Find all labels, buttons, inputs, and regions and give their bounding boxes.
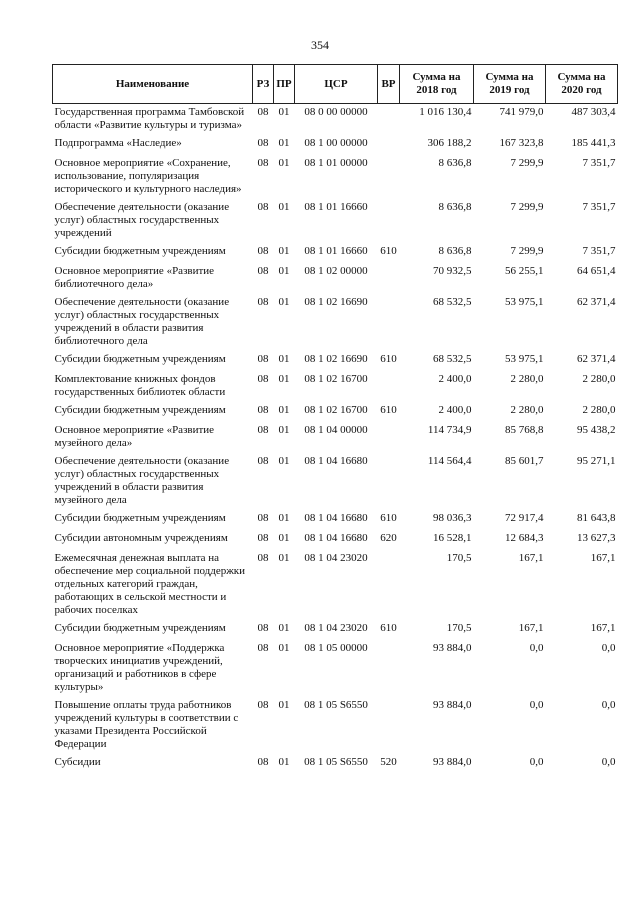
cell-pr: 01: [278, 296, 290, 308]
cell-csr: 08 1 04 16680: [304, 532, 368, 544]
header-vr: ВР: [378, 65, 400, 104]
cell-name: Субсидии бюджетным учреждениям: [54, 512, 226, 524]
cell-sum-2018: 2 400,0: [438, 404, 472, 416]
cell-sum-2019: 0,0: [529, 699, 544, 711]
cell-pr: 01: [278, 622, 290, 634]
cell-rz: 08: [257, 512, 269, 524]
table-row: [53, 530, 618, 550]
cell-name: Субсидии: [54, 756, 101, 768]
cell-vr: [378, 422, 400, 453]
table-row: [53, 453, 618, 510]
cell-sum-2018: 70 932,5: [433, 265, 472, 277]
cell-sum-2018: 170,5: [446, 552, 472, 564]
cell-sum-2018: 2 400,0: [438, 373, 472, 385]
cell-rz: 08: [257, 373, 269, 385]
cell-sum-2019: 56 255,1: [505, 265, 544, 277]
table-row: [53, 371, 618, 402]
page-number: 354: [311, 38, 329, 52]
cell-sum-2018: 8 636,8: [438, 201, 472, 213]
cell-vr: [378, 294, 400, 351]
cell-name: Государственная программа Тамбовской области «Развитие культуры и туризма»: [54, 106, 245, 131]
cell-sum-2020: 7 351,7: [582, 157, 616, 169]
cell-rz: 08: [257, 455, 269, 467]
cell-sum-2018: 16 528,1: [433, 532, 472, 544]
table-body: [53, 104, 618, 775]
cell-sum-2018: 114 564,4: [427, 455, 472, 467]
cell-name: Обеспечение деятельности (оказание услуг) областных государственных учреждений в области развития музейного дела: [54, 455, 230, 506]
cell-name: Повышение оплаты труда работников учреждений культуры в соответствии с указами Президента Российской Федерации: [54, 699, 239, 750]
cell-sum-2018: 8 636,8: [438, 157, 472, 169]
table-row: [53, 104, 618, 136]
cell-name: Субсидии бюджетным учреждениям: [54, 622, 226, 634]
cell-rz: 08: [257, 137, 269, 149]
cell-pr: 01: [278, 455, 290, 467]
cell-sum-2018: 98 036,3: [433, 512, 472, 524]
cell-sum-2019: 7 299,9: [510, 157, 544, 169]
cell-vr: 620: [380, 532, 397, 544]
cell-pr: 01: [278, 756, 290, 768]
cell-sum-2018: 170,5: [446, 622, 472, 634]
cell-csr: 08 1 04 23020: [304, 622, 368, 634]
cell-rz: 08: [257, 424, 269, 436]
cell-vr: [378, 640, 400, 697]
cell-name: Основное мероприятие «Развитие библиотечного дела»: [54, 265, 215, 290]
cell-name: Субсидии автономным учреждениям: [54, 532, 228, 544]
cell-sum-2018: 114 734,9: [427, 424, 472, 436]
cell-name: Ежемесячная денежная выплата на обеспечение мер социальной поддержки отдельных категорий граждан, работающих в сельской местности и рабочих поселках: [54, 552, 246, 616]
cell-pr: 01: [278, 353, 290, 365]
cell-name: Субсидии бюджетным учреждениям: [54, 245, 226, 257]
cell-vr: [378, 155, 400, 199]
header-name: Наименование: [53, 65, 253, 104]
table-row: [53, 243, 618, 263]
cell-csr: 08 1 02 00000: [304, 265, 368, 277]
cell-rz: 08: [257, 404, 269, 416]
cell-sum-2019: 0,0: [529, 756, 544, 768]
cell-sum-2018: 93 884,0: [433, 756, 472, 768]
cell-rz: 08: [257, 353, 269, 365]
cell-vr: [378, 263, 400, 294]
cell-sum-2020: 487 303,4: [571, 106, 616, 118]
cell-sum-2020: 167,1: [590, 552, 616, 564]
cell-sum-2020: 2 280,0: [582, 404, 616, 416]
cell-vr: 610: [380, 404, 397, 416]
cell-sum-2020: 95 438,2: [577, 424, 616, 436]
cell-vr: [378, 135, 400, 155]
cell-sum-2020: 95 271,1: [577, 455, 616, 467]
table-row: [53, 550, 618, 620]
cell-pr: 01: [278, 512, 290, 524]
cell-sum-2018: 306 188,2: [427, 137, 472, 149]
cell-csr: 08 1 04 23020: [304, 552, 368, 564]
cell-sum-2018: 1 016 130,4: [419, 106, 472, 118]
cell-pr: 01: [278, 201, 290, 213]
table-row: [53, 640, 618, 697]
cell-rz: 08: [257, 157, 269, 169]
cell-sum-2019: 85 601,7: [505, 455, 544, 467]
cell-vr: 520: [380, 756, 397, 768]
cell-csr: 08 1 04 16680: [304, 512, 368, 524]
cell-pr: 01: [278, 424, 290, 436]
table-row: [53, 351, 618, 371]
cell-csr: 08 1 01 16660: [304, 201, 368, 213]
cell-rz: 08: [257, 552, 269, 564]
cell-sum-2020: 62 371,4: [577, 353, 616, 365]
cell-sum-2019: 741 979,0: [499, 106, 544, 118]
table-row: [53, 697, 618, 754]
cell-rz: 08: [257, 296, 269, 308]
cell-vr: 610: [380, 353, 397, 365]
cell-pr: 01: [278, 245, 290, 257]
header-sum-2020: Сумма на 2020 год: [546, 65, 618, 104]
cell-sum-2020: 167,1: [590, 622, 616, 634]
cell-csr: 08 1 01 16660: [304, 245, 368, 257]
table-row: [53, 754, 618, 774]
cell-sum-2019: 2 280,0: [510, 373, 544, 385]
header-rz: РЗ: [253, 65, 274, 104]
cell-sum-2019: 7 299,9: [510, 201, 544, 213]
header-csr: ЦСР: [295, 65, 378, 104]
cell-vr: 610: [380, 622, 397, 634]
cell-vr: [378, 697, 400, 754]
cell-sum-2018: 93 884,0: [433, 642, 472, 654]
cell-rz: 08: [257, 106, 269, 118]
table-row: [53, 199, 618, 243]
cell-sum-2018: 93 884,0: [433, 699, 472, 711]
table-row: [53, 510, 618, 530]
cell-pr: 01: [278, 157, 290, 169]
cell-pr: 01: [278, 404, 290, 416]
cell-csr: 08 1 00 00000: [304, 137, 368, 149]
table-row: [53, 422, 618, 453]
cell-sum-2019: 167 323,8: [499, 137, 544, 149]
cell-sum-2020: 64 651,4: [577, 265, 616, 277]
cell-sum-2020: 7 351,7: [582, 201, 616, 213]
cell-sum-2019: 167,1: [518, 552, 544, 564]
cell-csr: 08 1 05 S6550: [304, 699, 368, 711]
cell-name: Обеспечение деятельности (оказание услуг) областных государственных учреждений в области развития библиотечного дела: [54, 296, 230, 347]
cell-name: Субсидии бюджетным учреждениям: [54, 353, 226, 365]
cell-sum-2019: 72 917,4: [505, 512, 544, 524]
table-row: [53, 294, 618, 351]
cell-name: Комплектование книжных фондов государственных библиотек области: [54, 373, 226, 398]
cell-csr: 08 1 05 S6550: [304, 756, 368, 768]
cell-pr: 01: [278, 532, 290, 544]
cell-name: Подпрограмма «Наследие»: [54, 137, 182, 149]
cell-pr: 01: [278, 373, 290, 385]
cell-pr: 01: [278, 642, 290, 654]
cell-pr: 01: [278, 106, 290, 118]
cell-sum-2019: 167,1: [518, 622, 544, 634]
cell-sum-2020: 0,0: [601, 699, 616, 711]
cell-pr: 01: [278, 552, 290, 564]
cell-sum-2020: 13 627,3: [577, 532, 616, 544]
header-sum-2019: Сумма на 2019 год: [474, 65, 546, 104]
cell-vr: 610: [380, 512, 397, 524]
cell-sum-2020: 0,0: [601, 756, 616, 768]
cell-vr: [378, 104, 400, 136]
table-row: [53, 402, 618, 422]
cell-csr: 08 0 00 00000: [304, 106, 368, 118]
header-pr: ПР: [274, 65, 295, 104]
cell-sum-2020: 185 441,3: [571, 137, 616, 149]
cell-csr: 08 1 04 16680: [304, 455, 368, 467]
cell-sum-2019: 12 684,3: [505, 532, 544, 544]
cell-sum-2019: 2 280,0: [510, 404, 544, 416]
table-header-row: [53, 65, 618, 104]
cell-vr: [378, 550, 400, 620]
cell-sum-2018: 68 532,5: [433, 296, 472, 308]
cell-csr: 08 1 02 16690: [304, 296, 368, 308]
cell-sum-2020: 2 280,0: [582, 373, 616, 385]
cell-sum-2018: 8 636,8: [438, 245, 472, 257]
cell-vr: [378, 371, 400, 402]
cell-sum-2020: 0,0: [601, 642, 616, 654]
table-row: [53, 620, 618, 640]
table-row: [53, 135, 618, 155]
cell-csr: 08 1 02 16690: [304, 353, 368, 365]
cell-pr: 01: [278, 137, 290, 149]
cell-sum-2019: 53 975,1: [505, 353, 544, 365]
budget-table: [52, 64, 618, 774]
cell-rz: 08: [257, 245, 269, 257]
cell-rz: 08: [257, 265, 269, 277]
cell-sum-2019: 7 299,9: [510, 245, 544, 257]
cell-sum-2020: 7 351,7: [582, 245, 616, 257]
cell-name: Основное мероприятие «Сохранение, использование, популяризация исторического и культурного наследия»: [54, 157, 242, 195]
cell-rz: 08: [257, 532, 269, 544]
cell-sum-2019: 53 975,1: [505, 296, 544, 308]
cell-pr: 01: [278, 265, 290, 277]
cell-pr: 01: [278, 699, 290, 711]
cell-name: Обеспечение деятельности (оказание услуг) областных государственных учреждений: [54, 201, 230, 239]
cell-rz: 08: [257, 699, 269, 711]
cell-csr: 08 1 01 00000: [304, 157, 368, 169]
cell-csr: 08 1 05 00000: [304, 642, 368, 654]
cell-rz: 08: [257, 201, 269, 213]
cell-sum-2020: 81 643,8: [577, 512, 616, 524]
cell-csr: 08 1 02 16700: [304, 404, 368, 416]
cell-vr: [378, 453, 400, 510]
cell-name: Основное мероприятие «Поддержка творческих инициатив учреждений, организаций и работников в сфере культуры»: [54, 642, 225, 693]
cell-sum-2020: 62 371,4: [577, 296, 616, 308]
table-row: [53, 155, 618, 199]
cell-sum-2018: 68 532,5: [433, 353, 472, 365]
cell-rz: 08: [257, 622, 269, 634]
cell-rz: 08: [257, 642, 269, 654]
table-row: [53, 263, 618, 294]
cell-vr: [378, 199, 400, 243]
cell-csr: 08 1 02 16700: [304, 373, 368, 385]
cell-name: Основное мероприятие «Развитие музейного дела»: [54, 424, 215, 449]
cell-sum-2019: 0,0: [529, 642, 544, 654]
cell-csr: 08 1 04 00000: [304, 424, 368, 436]
header-sum-2018: Сумма на 2018 год: [400, 65, 474, 104]
cell-vr: 610: [380, 245, 397, 257]
cell-rz: 08: [257, 756, 269, 768]
cell-sum-2019: 85 768,8: [505, 424, 544, 436]
cell-name: Субсидии бюджетным учреждениям: [54, 404, 226, 416]
